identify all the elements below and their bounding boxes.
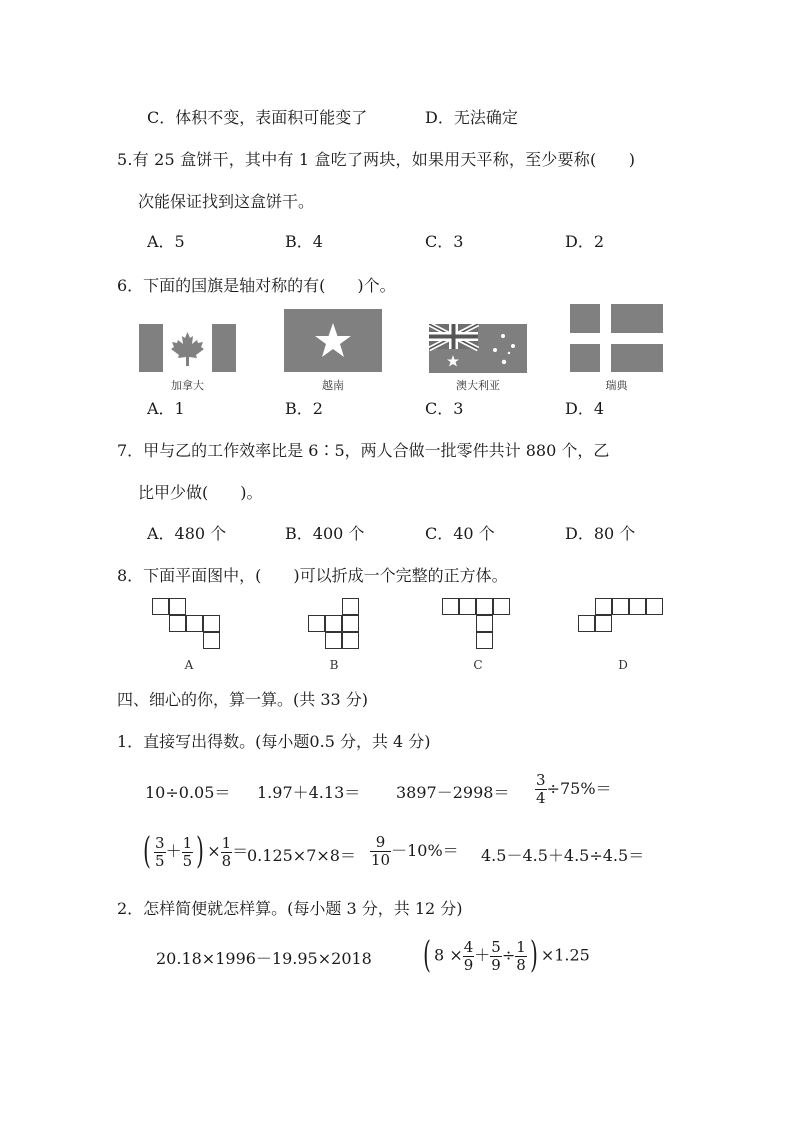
q8-stem: 8．下面平面图中，( )可以折成一个完整的正方体。 xyxy=(117,566,508,585)
q7-option-b: B．400 个 xyxy=(285,524,365,543)
net-label-c: C xyxy=(473,658,483,672)
q7-option-d: D．80 个 xyxy=(565,524,636,543)
q6-stem: 6．下面的国旗是轴对称的有( )个。 xyxy=(117,276,396,295)
q4-option-d: D．无法确定 xyxy=(425,108,518,127)
flag-caption-canada: 加拿大 xyxy=(171,379,204,392)
q7-option-a: A．480 个 xyxy=(147,524,227,543)
part2-title: 2．怎样简便就怎样算。(每小题 3 分，共 12 分) xyxy=(117,899,463,918)
sweden-flag xyxy=(570,304,663,372)
net-label-b: B xyxy=(329,658,339,672)
q6-option-c: C．3 xyxy=(425,399,464,418)
calc-1-1: 10÷0.05＝ xyxy=(145,783,231,802)
flag-caption-australia: 澳大利亚 xyxy=(456,379,500,392)
net-label-a: A xyxy=(184,658,194,672)
q5-option-b: B．4 xyxy=(285,232,323,251)
q5-option-d: D．2 xyxy=(565,232,605,251)
q5-option-c: C．3 xyxy=(425,232,464,251)
flag-caption-vietnam: 越南 xyxy=(322,379,344,392)
australia-flag xyxy=(429,324,527,373)
calc-1-3: 3897－2998＝ xyxy=(396,783,510,802)
calc-1-2: 1.97＋4.13＝ xyxy=(257,783,361,802)
flag-caption-sweden: 瑞典 xyxy=(605,379,628,392)
calc-2-3: $\frac{9}{10}$ －10%＝ xyxy=(371,833,459,869)
q7-stem-line1: 7．甲与乙的工作效率比是 6∶5，两人合做一批零件共计 880 个，乙 xyxy=(117,441,610,460)
q7-option-c: C．40 个 xyxy=(425,524,495,543)
q5-option-a: A．5 xyxy=(147,232,185,251)
q7-stem-line2: 比甲少做( )。 xyxy=(138,483,263,502)
simplify-expr-1: 20.18×1996－19.95×2018 xyxy=(156,949,372,968)
net-label-d: D xyxy=(618,658,628,672)
q6-option-d: D．4 xyxy=(565,399,605,418)
section-4-title: 四、细心的你，算一算。(共 33 分) xyxy=(117,690,369,709)
calc-2-2: 0.125×7×8＝ xyxy=(247,846,356,865)
q4-option-c: C．体积不变，表面积可能变了 xyxy=(147,108,368,127)
fraction-3-4: $\frac{3}{4}$ xyxy=(536,771,546,807)
calc-2-1: ( $\frac{3}{5}$ ＋ $\frac{1}{5}$ ) × $\frac{1}{8}$ ＝ xyxy=(143,831,249,872)
part1-title: 1．直接写出得数。(每小题0.5 分，共 4 分) xyxy=(117,732,431,751)
q5-stem-line2: 次能保证找到这盒饼干。 xyxy=(138,192,315,211)
calc-1-4: $\frac{3}{4}$ ÷75%＝ xyxy=(536,771,612,807)
q6-option-a: A．1 xyxy=(147,399,185,418)
q6-option-b: B．2 xyxy=(285,399,323,418)
simplify-expr-2: ( 8 × $\frac{4}{9}$ ＋ $\frac{5}{9}$ ÷ $\frac{1}{8}$ ) ×1.25 xyxy=(423,935,590,976)
calc-2-4: 4.5－4.5＋4.5÷4.5＝ xyxy=(481,846,645,865)
q5-stem-line1: 5.有 25 盒饼干，其中有 1 盒吃了两块，如果用天平称，至少要称( ) xyxy=(117,150,636,169)
canada-flag xyxy=(139,324,236,372)
vietnam-flag xyxy=(284,309,382,372)
